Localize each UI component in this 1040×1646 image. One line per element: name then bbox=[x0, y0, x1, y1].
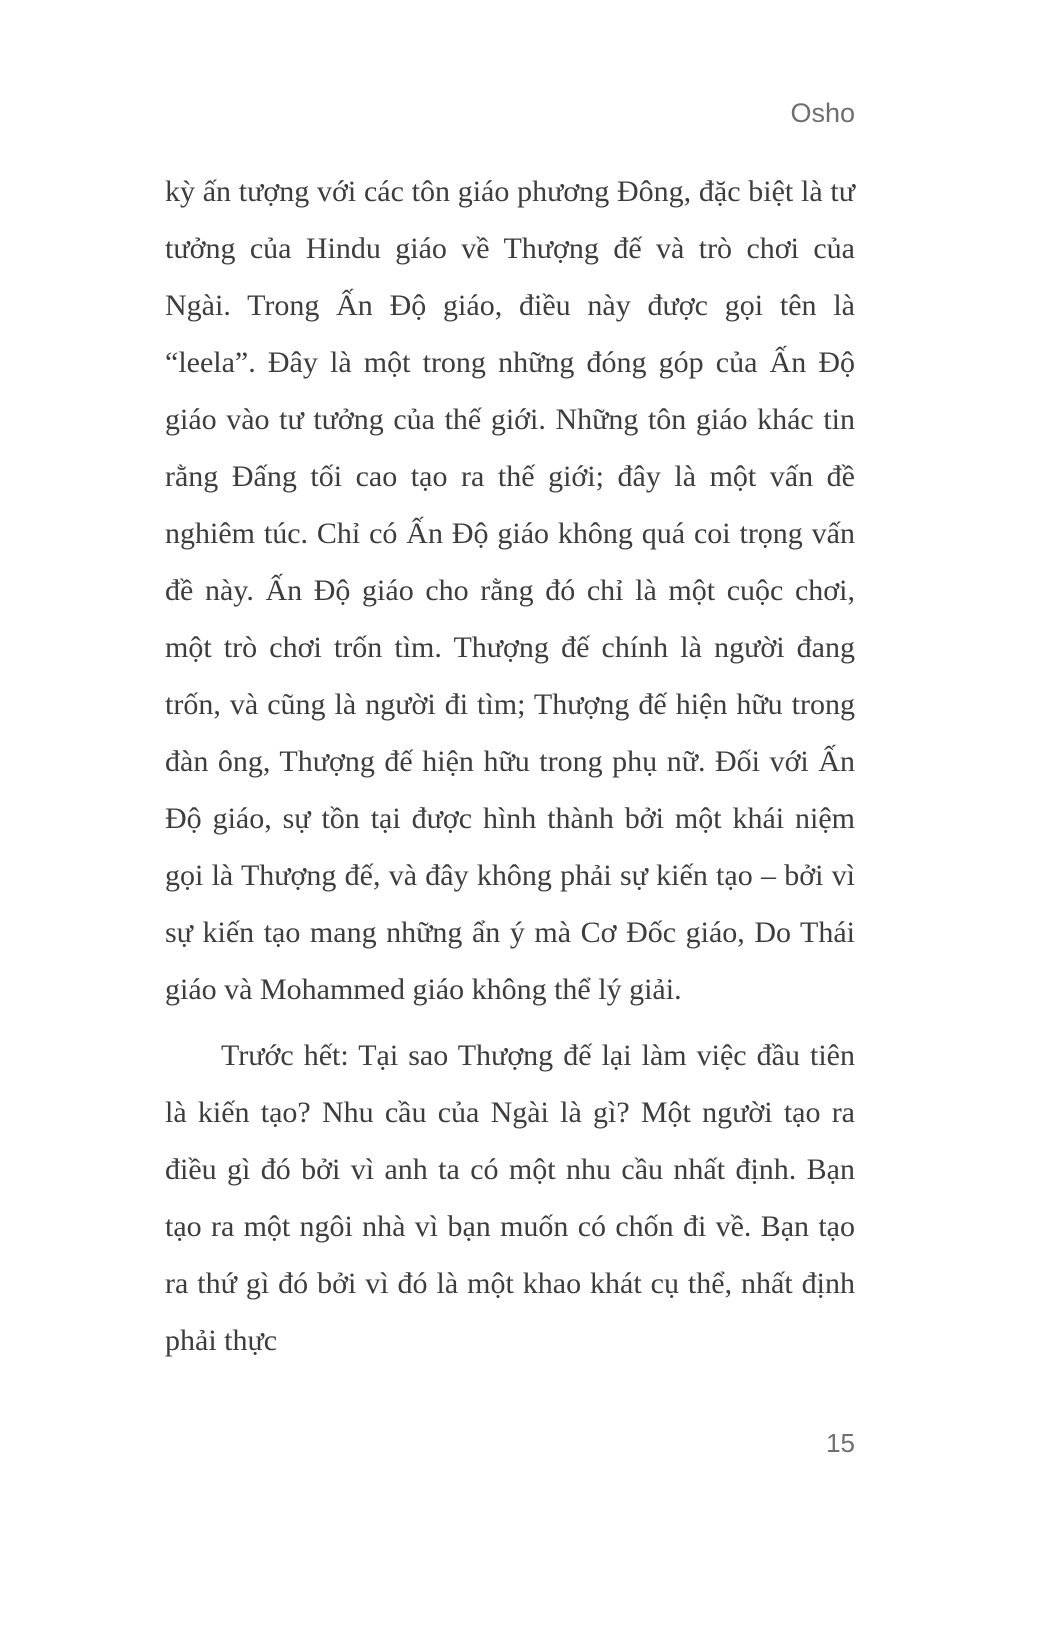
paragraph: Trước hết: Tại sao Thượng đế lại làm việc đầu tiên là kiến tạo? Nhu cầu của Ngài là gì? Một người tạo ra điều gì đó bởi vì anh ta có một nhu cầu nhất định. Bạn tạo ra một ngôi nhà vì bạn muốn có chốn đi về. Bạn tạo ra thứ gì đó bởi vì đó là một khao khát cụ thể, nhất định phải thực bbox=[165, 1039, 855, 1357]
paragraph: kỳ ấn tượng với các tôn giáo phương Đông, đặc biệt là tư tưởng của Hindu giáo về Thượng đế và trò chơi của Ngài. Trong Ấn Độ giáo, điều này được gọi tên là “leela”. Đây là một trong những đóng góp của Ấn Độ giáo vào tư tưởng của thế giới. Những tôn giáo khác tin rằng Đấng tối cao tạo ra thế giới; đây là một vấn đề nghiêm túc. Chỉ có Ấn Độ giáo không quá coi trọng vấn đề này. Ấn Độ giáo cho rằng đó chỉ là một cuộc chơi, một trò chơi trốn tìm. Thượng đế chính là người đang trốn, và cũng là người đi tìm; Thượng đế hiện hữu trong đàn ông, Thượng đế hiện hữu trong phụ nữ. Đối với Ấn Độ giáo, sự tồn tại được hình thành bởi một khái niệm gọi là Thượng đế, và đây không phải sự kiến tạo – bởi vì sự kiến tạo mang những ẩn ý mà Cơ Đốc giáo, Do Thái giáo và Mohammed giáo không thể lý giải. bbox=[165, 175, 855, 1006]
page-body bbox=[165, 163, 855, 1369]
page-number: 15 bbox=[826, 1428, 855, 1458]
running-header: Osho bbox=[790, 98, 855, 128]
